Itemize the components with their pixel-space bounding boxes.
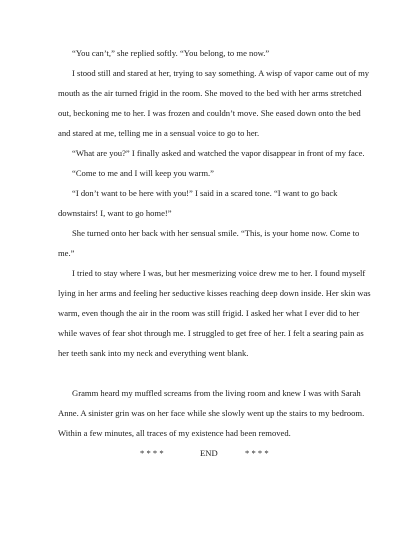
text-line: “I don’t want to be here with you!” I said in a scared tone. “I want to go back bbox=[72, 188, 338, 198]
text-line: out, beckoning me to her. I was frozen and couldn’t move. She eased down onto the bed bbox=[58, 108, 361, 118]
text-line: “Come to me and I will keep you warm.” bbox=[72, 168, 214, 178]
text-line: her teeth sank into my neck and everything went blank. bbox=[58, 348, 249, 358]
text-line: while waves of fear shot through me. I struggled to get free of her. I felt a searing pain as bbox=[58, 328, 364, 338]
text-line: downstairs! I, want to go home!” bbox=[58, 208, 172, 218]
text-line: me.” bbox=[58, 248, 75, 258]
text-line: She turned onto her back with her sensual smile. “This, is your home now. Come to bbox=[72, 228, 360, 238]
text-line: I tried to stay where I was, but her mesmerizing voice drew me to her. I found myself bbox=[72, 268, 366, 278]
text-line: warm, even though the air in the room was still frigid. I asked her what I ever did to her bbox=[58, 308, 360, 318]
text-line: “What are you?” I finally asked and watched the vapor disappear in front of my face. bbox=[72, 148, 365, 158]
text-line: lying in her arms and feeling her seductive kisses reaching deep down inside. Her skin was bbox=[58, 288, 371, 298]
text-line: “You can’t,” she replied softly. “You belong, to me now.” bbox=[72, 48, 270, 58]
text-line: mouth as the air turned frigid in the room. She moved to the bed with her arms stretched bbox=[58, 88, 362, 98]
text-line: Anne. A sinister grin was on her face while she slowly went up the stairs to my bedroom. bbox=[58, 408, 365, 418]
end-stars-left: * * * * bbox=[140, 448, 164, 458]
text-line: and stared at me, telling me in a sensual voice to go to her. bbox=[58, 128, 260, 138]
text-line: Gramm heard my muffled screams from the living room and knew I was with Sarah bbox=[72, 388, 361, 398]
end-label: END bbox=[200, 448, 218, 458]
end-marker bbox=[0, 448, 420, 460]
text-line: I stood still and stared at her, trying to say something. A wisp of vapor came out of my bbox=[72, 68, 370, 78]
end-stars-right: * * * * bbox=[245, 448, 269, 458]
text-line: Within a few minutes, all traces of my existence had been removed. bbox=[58, 428, 291, 438]
